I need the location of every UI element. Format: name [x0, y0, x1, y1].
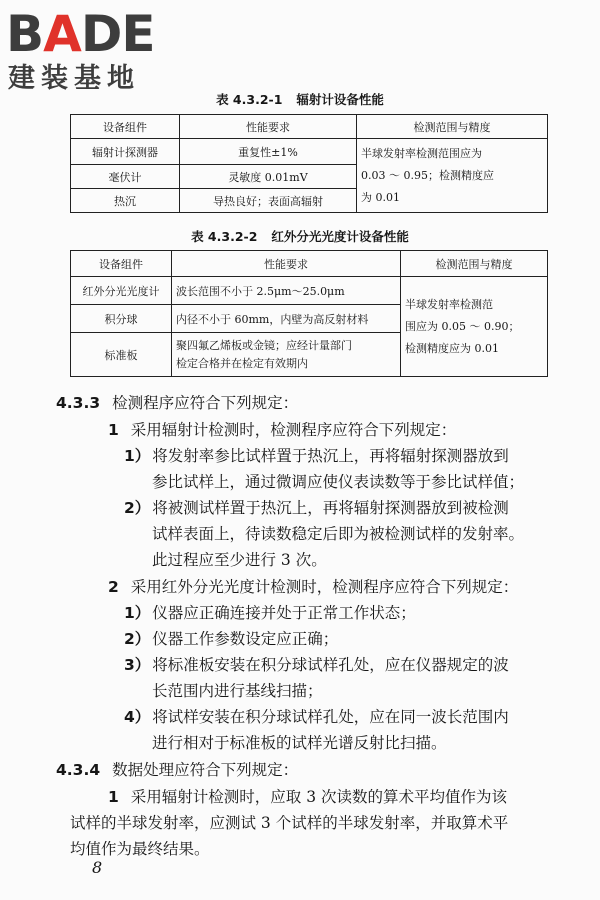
- bade-logo: [6, 4, 196, 94]
- item-2-1: 1） 仪器应正确连接并处于正常工作状态；: [124, 604, 416, 622]
- table2-header-cell: 设备组件: [71, 251, 172, 277]
- table2-header-cell: 检测范围与精度: [401, 251, 548, 277]
- table2-cell: 积分球: [71, 305, 172, 333]
- table1-row: [71, 139, 548, 165]
- item-1-1: 1） 将发射率参比试样置于热沉上，再将辐射探测器放到: [124, 447, 509, 465]
- table2: [70, 250, 548, 377]
- clause-3-cont: 均值作为最终结果。: [70, 840, 210, 858]
- item-1-2-cont: 试样表面上，待读数稳定后即为被检测试样的发射率。: [152, 525, 525, 543]
- table2-cell: 波长范围不小于 2.5μm～25.0μm: [172, 277, 401, 305]
- table1-cell: 导热良好；表面高辐射: [180, 189, 357, 213]
- item-2-3-cont: 长范围内进行基线扫描；: [152, 682, 323, 700]
- clause-3-cont: 试样的半球发射率，应测试 3 个试样的半球发射率，并取算术平: [70, 814, 509, 832]
- table2-caption: 表 4.3.2-2 红外分光光度计设备性能: [191, 229, 409, 244]
- table2-header-cell: 性能要求: [172, 251, 401, 277]
- clause-3: 1 采用辐射计检测时，应取 3 次读数的算术平均值作为该: [108, 788, 508, 806]
- clause-1: 1 采用辐射计检测时，检测程序应符合下列规定：: [108, 421, 457, 439]
- item-2-4: 4） 将试样安装在积分球试样孔处，应在同一波长范围内: [124, 708, 509, 726]
- item-1-2: 2） 将被测试样置于热沉上，再将辐射探测器放到被检测: [124, 499, 509, 517]
- table2-cell: 聚四氟乙烯板或金镜；应经计量部门 检定合格并在检定有效期内: [172, 333, 401, 377]
- table2-cell: 红外分光光度计: [71, 277, 172, 305]
- table1-caption: 表 4.3.2-1 辐射计设备性能: [216, 92, 384, 107]
- section-4-3-4-heading: 4.3.4 数据处理应符合下列规定：: [56, 761, 299, 779]
- table2-range-cell: 半球发射率检测范 围应为 0.05 ～ 0.90； 检测精度应为 0.01: [401, 277, 548, 377]
- item-2-2: 2） 仪器工作参数设定应正确；: [124, 630, 339, 648]
- item-1-2-cont: 此过程应至少进行 3 次。: [152, 551, 327, 569]
- table1-range-cell: 半球发射率检测范围应为 0.03 ～ 0.95；检测精度应 为 0.01: [357, 139, 548, 213]
- table1-header-cell: 设备组件: [71, 115, 180, 139]
- page-number: 8: [92, 858, 103, 877]
- item-2-4-cont: 进行相对于标准板的试样光谱反射比扫描。: [152, 734, 447, 752]
- table1: [70, 114, 548, 213]
- table1-header-cell: 性能要求: [180, 115, 357, 139]
- item-2-3: 3） 将标准板安装在积分球试样孔处，应在仪器规定的波: [124, 656, 509, 674]
- table1-header-cell: 检测范围与精度: [357, 115, 548, 139]
- table2-cell: 内径不小于 60mm，内壁为高反射材料: [172, 305, 401, 333]
- table1-cell: 灵敏度 0.01mV: [180, 165, 357, 189]
- table2-header-row: [71, 251, 548, 277]
- table2-cell: 标准板: [71, 333, 172, 377]
- item-1-1-cont: 参比试样上，通过微调应使仪表读数等于参比试样值；: [152, 473, 525, 491]
- table2-row: [71, 277, 548, 305]
- table1-header-row: [71, 115, 548, 139]
- clause-2: 2 采用红外分光光度计检测时，检测程序应符合下列规定：: [108, 578, 519, 596]
- table1-cell: 毫伏计: [71, 165, 180, 189]
- logo-wordmark: BADE: [6, 5, 155, 63]
- logo-subtitle: 建装基地: [8, 63, 140, 94]
- table1-cell: 重复性±1%: [180, 139, 357, 165]
- section-4-3-3-heading: 4.3.3 检测程序应符合下列规定：: [56, 394, 299, 412]
- table1-cell: 热沉: [71, 189, 180, 213]
- table1-cell: 辐射计探测器: [71, 139, 180, 165]
